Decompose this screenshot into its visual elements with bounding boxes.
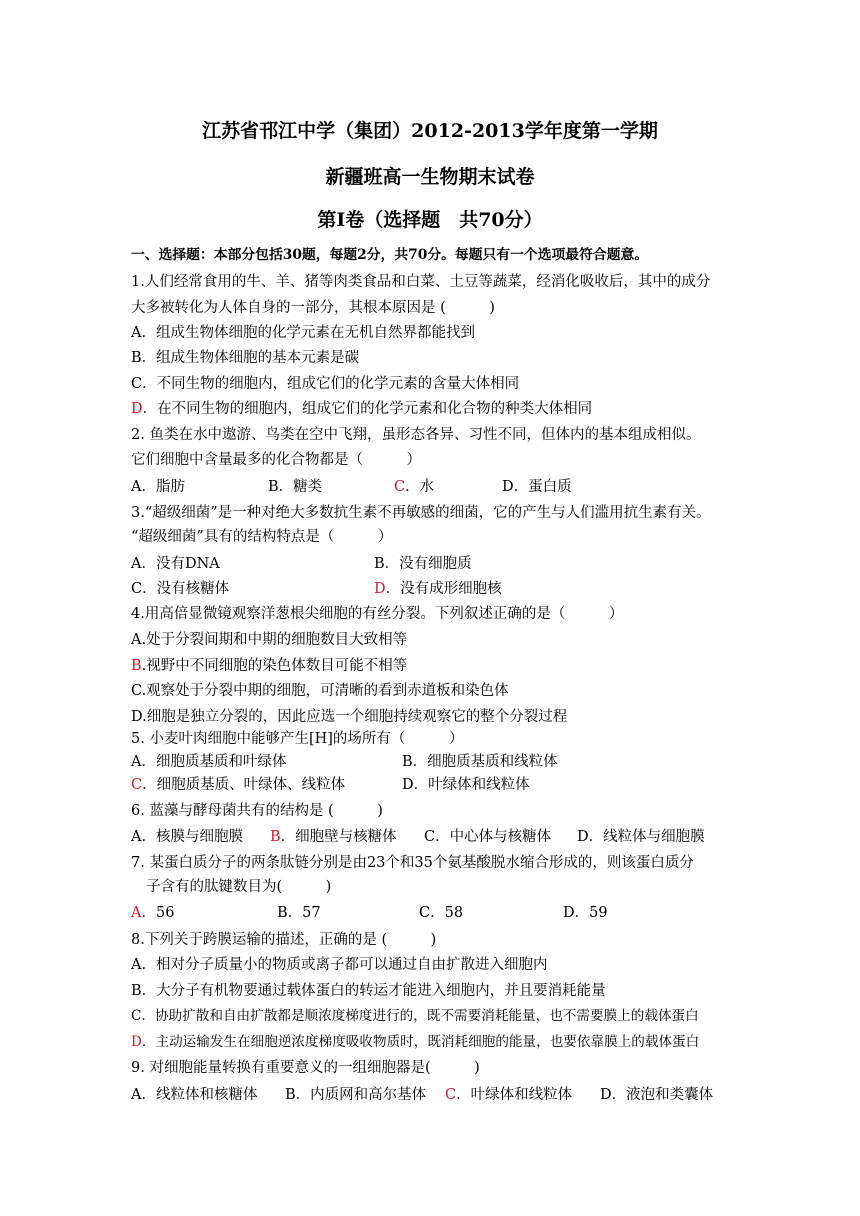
q6-option-d: D．线粒体与细胞膜 xyxy=(577,829,705,845)
q8-option-d xyxy=(131,1032,699,1052)
q3-answer-letter: D xyxy=(374,581,386,597)
q6-answer-letter: B xyxy=(270,829,281,845)
q2-option-d: D．蛋白质 xyxy=(502,479,572,495)
q3-option-d xyxy=(374,579,502,599)
q9-option-c-text: ．叶绿体和线粒体 xyxy=(456,1087,573,1103)
q1-option-d xyxy=(131,399,592,419)
q6-stem: 6. 蓝藻与酵母菌共有的结构是 ( ) xyxy=(131,803,383,819)
q2-option-c-text: ．水 xyxy=(405,479,435,495)
q1-answer-letter: D xyxy=(131,401,143,417)
q9-answer-letter: C xyxy=(445,1087,457,1103)
q5-option-b: B．细胞质基质和线粒体 xyxy=(402,754,558,770)
q3-option-d-text: ．没有成形细胞核 xyxy=(385,581,502,597)
q8-stem: 8.下列关于跨膜运输的描述，正确的是 ( ) xyxy=(131,932,437,948)
q4-answer-letter: B xyxy=(131,658,142,674)
q4-option-b xyxy=(131,656,407,676)
q1-option-d-text: ．在不同生物的细胞内，组成它们的化学元素和化合物的种类大体相同 xyxy=(142,401,593,417)
q1-option-c: C．不同生物的细胞内，组成它们的化学元素的含量大体相同 xyxy=(131,376,520,392)
q8-option-a: A．相对分子质量小的物质或离子都可以通过自由扩散进入细胞内 xyxy=(131,957,548,973)
q6-option-a: A．核膜与细胞膜 xyxy=(131,829,243,845)
q7-stem-line2: 子含有的肽键数目为( ) xyxy=(146,879,332,895)
q5-stem: 5. 小麦叶肉细胞中能够产生[H]的场所有（ ） xyxy=(131,731,464,747)
q1-stem-line1: 1.人们经常食用的牛、羊、猪等肉类食品和白菜、土豆等蔬菜，经消化吸收后，其中的成分 xyxy=(131,274,711,290)
q9-option-c xyxy=(445,1085,572,1105)
q9-stem: 9. 对细胞能量转换有重要意义的一组细胞器是( ) xyxy=(131,1060,480,1076)
q8-answer-letter: D xyxy=(131,1034,142,1050)
exam-title: 江苏省邗江中学（集团）2012-2013学年度第一学期 xyxy=(202,120,658,142)
q2-answer-letter: C xyxy=(394,479,406,495)
exam-subtitle: 新疆班高一生物期末试卷 xyxy=(325,166,535,188)
q5-option-d: D．叶绿体和线粒体 xyxy=(402,777,530,793)
q7-option-a xyxy=(131,903,174,923)
q2-option-a: A．脂肪 xyxy=(131,479,185,495)
q4-option-a: A.处于分裂间期和中期的细胞数目大致相等 xyxy=(131,632,408,648)
q3-option-b: B．没有细胞质 xyxy=(374,556,472,572)
q7-option-b: B．57 xyxy=(277,905,321,921)
q4-stem: 4.用高倍显微镜观察洋葱根尖细胞的有丝分裂。下列叙述正确的是（ ） xyxy=(131,606,624,622)
q1-option-a: A．组成生物体细胞的化学元素在无机自然界都能找到 xyxy=(131,325,475,341)
q7-option-d: D．59 xyxy=(563,905,608,921)
q4-option-c: C.观察处于分裂中期的细胞，可清晰的看到赤道板和染色体 xyxy=(131,683,509,699)
q3-stem-line1: 3.“超级细菌”是一种对绝大多数抗生素不再敏感的细菌，它的产生与人们滥用抗生素有关。 xyxy=(131,505,711,521)
q5-option-a: A．细胞质基质和叶绿体 xyxy=(131,754,287,770)
q2-option-c xyxy=(394,477,434,497)
q2-stem-line2: 它们细胞中含量最多的化合物都是（ ） xyxy=(131,452,421,468)
q7-option-a-text: ．56 xyxy=(141,905,175,921)
q9-option-d: D．液泡和类囊体 xyxy=(600,1087,714,1103)
section-heading: 第Ⅰ卷（选择题 共70分） xyxy=(317,209,543,231)
q6-option-b-text: ．细胞壁与核糖体 xyxy=(280,829,397,845)
q4-option-b-text: .视野中不同细胞的染色体数目可能不相等 xyxy=(141,658,408,674)
q8-option-d-text: ．主动运输发生在细胞逆浓度梯度吸收物质时，既消耗细胞的能量，也要依靠膜上的载体蛋白 xyxy=(141,1034,700,1050)
instructions: 一、选择题：本部分包括30题，每题2分，共70分。每题只有一个选项最符合题意。 xyxy=(131,247,649,263)
q7-option-c: C．58 xyxy=(419,905,464,921)
q3-option-c: C．没有核糖体 xyxy=(131,581,230,597)
q7-stem-line1: 7. 某蛋白质分子的两条肽链分别是由23个和35个氨基酸脱水缩合形成的，则该蛋白质分 xyxy=(131,855,694,871)
q5-option-c xyxy=(131,775,345,795)
q6-option-c: C．中心体与核糖体 xyxy=(424,829,552,845)
q5-answer-letter: C xyxy=(131,777,143,793)
q7-answer-letter: A xyxy=(131,905,142,921)
q8-option-b: B．大分子有机物要通过载体蛋白的转运才能进入细胞内，并且要消耗能量 xyxy=(131,983,606,999)
q9-option-b: B．内质网和高尔基体 xyxy=(285,1087,427,1103)
q6-option-b xyxy=(270,827,397,847)
q4-option-d: D.细胞是独立分裂的，因此应选一个细胞持续观察它的整个分裂过程 xyxy=(131,709,568,725)
q5-option-c-text: ．细胞质基质、叶绿体、线粒体 xyxy=(142,777,346,793)
q2-stem-line1: 2. 鱼类在水中遨游、鸟类在空中飞翔，虽形态各异、习性不同，但体内的基本组成相似。 xyxy=(131,427,701,443)
q3-option-a: A．没有DNA xyxy=(131,556,220,572)
q1-option-b: B．组成生物体细胞的基本元素是碳 xyxy=(131,350,360,366)
q9-option-a: A．线粒体和核糖体 xyxy=(131,1087,258,1103)
q1-stem-line2: 大多被转化为人体自身的一部分，其根本原因是 ( ) xyxy=(131,300,495,316)
q8-option-c: C．协助扩散和自由扩散都是顺浓度梯度进行的，既不需要消耗能量，也不需要膜上的载体蛋白 xyxy=(131,1008,699,1024)
q3-stem-line2: “超级细菌”具有的结构特点是（ ） xyxy=(131,529,393,545)
q2-option-b: B．糖类 xyxy=(268,479,323,495)
